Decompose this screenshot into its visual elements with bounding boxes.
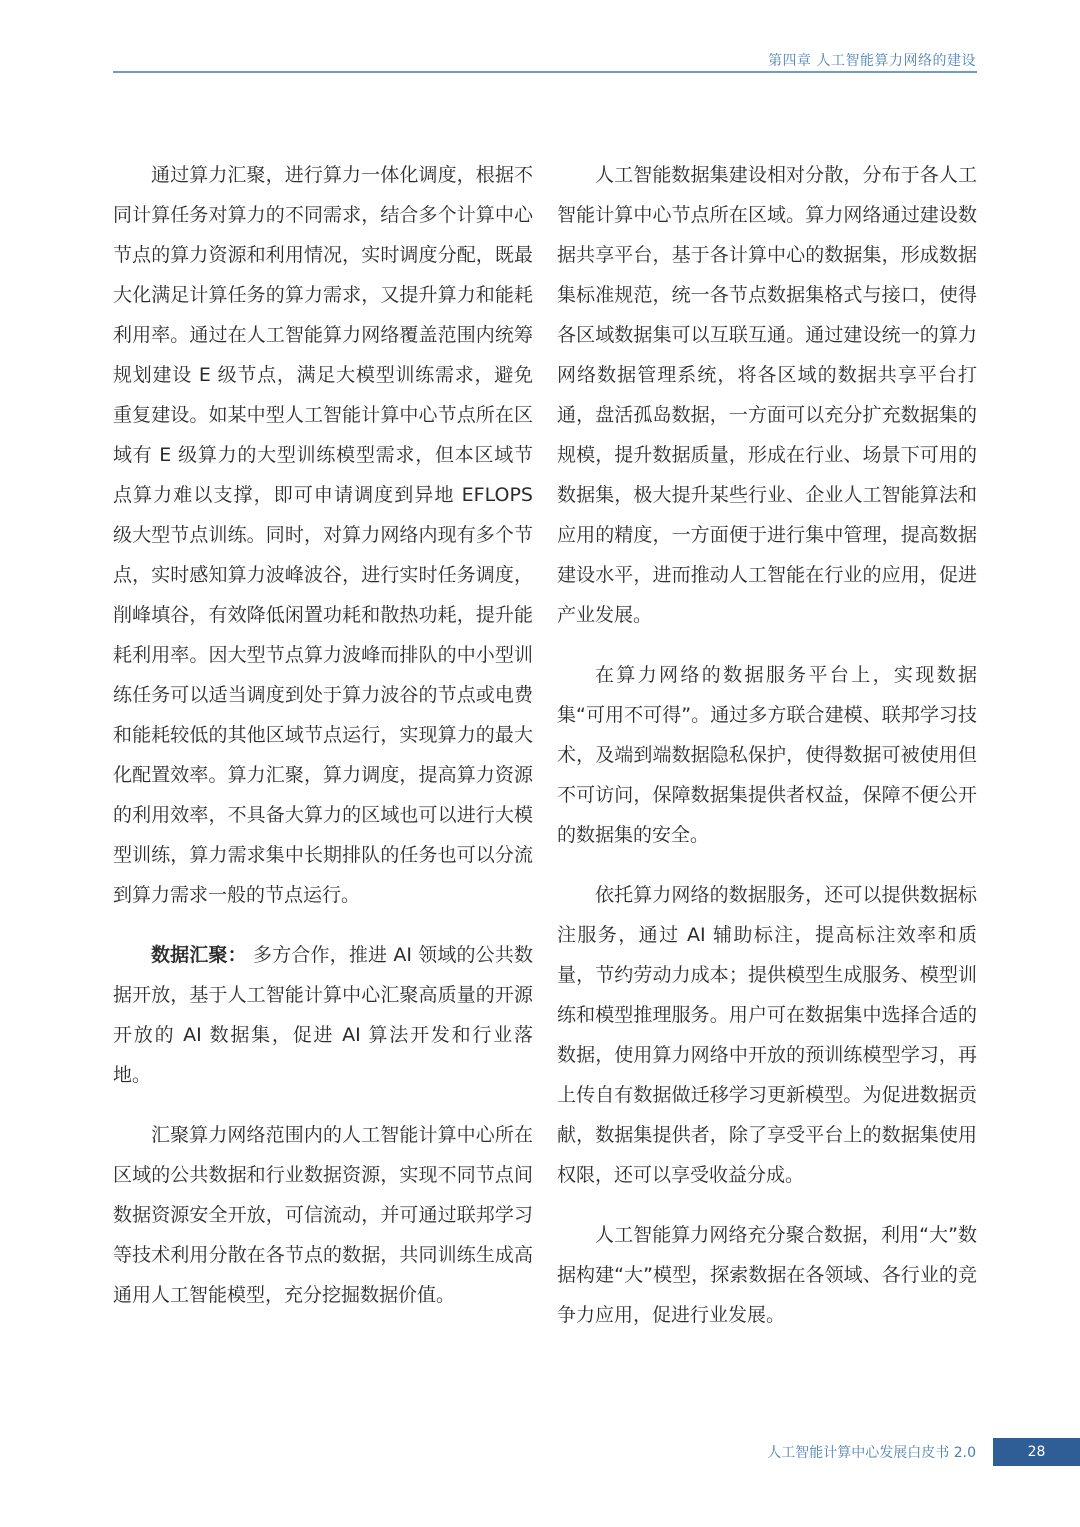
paragraph-data-service-platform: 在算力网络的数据服务平台上，实现数据集“可用不可得”。通过多方联合建模、联邦学习技术，及端到端数据隐私保护，使得数据可被使用但不可访问，保障数据集提供者权益，保障不便公开的数据集的安全。 — [557, 664, 977, 846]
page-number: 28 — [993, 1438, 1080, 1466]
book-title: 人工智能计算中心发展白皮书 2.0 — [767, 1445, 976, 1461]
right-column — [557, 155, 977, 1355]
header-divider — [113, 71, 977, 73]
paragraph-labeling-services: 依托算力网络的数据服务，还可以提供数据标注服务，通过 AI 辅助标注，提高标注效率和质量，节约劳动力成本；提供模型生成服务、模型训练和模型推理服务。用户可在数据集中选择合适的数据，使用算力网络中开放的预训练模型学习，再上传自有数据做迁移学习更新模型。为促进数据贡献，数据集提供者，除了享受平台上的数据集使用权限，还可以享受收益分成。 — [557, 884, 977, 1186]
paragraph-compute-aggregation: 通过算力汇聚，进行算力一体化调度，根据不同计算任务对算力的不同需求，结合多个计算中心节点的算力资源和利用情况，实时调度分配，既最大化满足计算任务的算力需求，又提升算力和能耗利用率。通过在人工智能算力网络覆盖范围内统筹规划建设 E 级节点，满足大模型训练需求，避免重复建设。如某中型人工智能计算中心节点所在区域有 E 级算力的大型训练模型需求，但本区域节点算力难以支撑，即可申请调度到异地 EFLOPS 级大型节点训练。同时，对算力网络内现有多个节点，实时感知算力波峰波谷，进行实时任务调度，削峰填谷，有效降低闲置功耗和散热功耗，提升能耗利用率。因大型节点算力波峰而排队的中小型训练任务可以适当调度到处于算力波谷的节点或电费和能耗较低的其他区域节点运行，实现算力的最大化配置效率。算力汇聚，算力调度，提高算力资源的利用效率，不具备大算力的区域也可以进行大模型训练，算力需求集中长期排队的任务也可以分流到算力需求一般的节点运行。 — [113, 164, 533, 906]
paragraph-data-aggregation — [113, 935, 533, 1095]
paragraph-dataset-sharing: 人工智能数据集建设相对分散，分布于各人工智能计算中心节点所在区域。算力网络通过建设数据共享平台，基于各计算中心的数据集，形成数据集标准规范，统一各节点数据集格式与接口，使得各区域数据集可以互联互通。通过建设统一的算力网络数据管理系统，将各区域的数据共享平台打通，盘活孤岛数据，一方面可以充分扩充数据集的规模，提升数据质量，形成在行业、场景下可用的数据集，极大提升某些行业、企业人工智能算法和应用的精度，一方面便于进行集中管理，提高数据建设水平，进而推动人工智能在行业的应用，促进产业发展。 — [557, 164, 977, 626]
paragraph-big-data-models: 人工智能算力网络充分聚合数据，利用“大”数据构建“大”模型，探索数据在各领域、各行业的竞争力应用，促进行业发展。 — [557, 1224, 977, 1326]
data-aggregation-text: 多方合作，推进 AI 领域的公共数据开放，基于人工智能计算中心汇聚高质量的开源开放的 AI 数据集，促进 AI 算法开发和行业落地。 — [113, 944, 533, 1086]
paragraph-public-data: 汇聚算力网络范围内的人工智能计算中心所在区域的公共数据和行业数据资源，实现不同节点间数据资源安全开放，可信流动，并可通过联邦学习等技术利用分散在各节点的数据，共同训练生成高通用人工智能模型，充分挖掘数据价值。 — [113, 1124, 533, 1306]
data-aggregation-label: 数据汇聚： — [151, 944, 247, 966]
left-column — [113, 155, 533, 1335]
chapter-title: 第四章 人工智能算力网络的建设 — [768, 53, 976, 69]
